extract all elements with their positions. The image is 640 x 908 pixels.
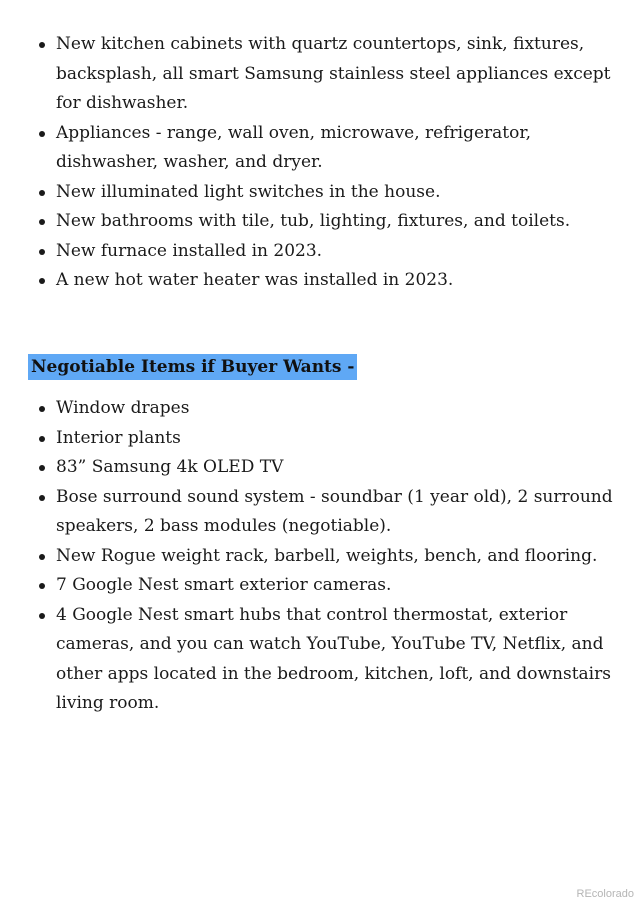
list-item bbox=[30, 178, 620, 208]
list-item-text: 7 Google Nest smart exterior cameras. bbox=[56, 575, 392, 595]
bullet-icon bbox=[39, 278, 45, 284]
list-item-text: New bathrooms with tile, tub, lighting, fixtures, and toilets. bbox=[56, 211, 571, 231]
list-item bbox=[30, 237, 620, 267]
list-item-text: Appliances - range, wall oven, microwave, refrigerator, dishwasher, washer, and dryer. bbox=[56, 122, 532, 172]
bullet-icon bbox=[39, 249, 45, 255]
list-item-text: New Rogue weight rack, barbell, weights, bench, and flooring. bbox=[56, 545, 598, 566]
watermark-label: REcolorado bbox=[576, 888, 634, 900]
bullet-icon bbox=[39, 495, 45, 501]
list-item-text: A new hot water heater was installed in 2023. bbox=[56, 270, 454, 290]
bullet-icon bbox=[39, 583, 45, 589]
bullet-icon bbox=[39, 219, 45, 225]
list-item-text: Bose surround sound system - soundbar (1 year old), 2 surround speakers, 2 bass modules (negotiable). bbox=[56, 486, 613, 536]
list-item bbox=[30, 571, 620, 601]
negotiable-list bbox=[30, 394, 620, 719]
list-item bbox=[30, 542, 620, 572]
list-item bbox=[30, 266, 620, 296]
list-item-text: 83” Samsung 4k OLED TV bbox=[56, 457, 284, 477]
bullet-icon bbox=[39, 436, 45, 442]
list-item bbox=[30, 119, 620, 178]
list-item-text: Window drapes bbox=[56, 398, 190, 418]
list-item-text: Interior plants bbox=[56, 427, 181, 448]
bullet-icon bbox=[39, 465, 45, 471]
list-item bbox=[30, 424, 620, 454]
bullet-icon bbox=[39, 131, 45, 137]
list-item-text: New illuminated light switches in the house. bbox=[56, 181, 441, 202]
list-item bbox=[30, 483, 620, 542]
list-item bbox=[30, 453, 620, 483]
list-item bbox=[30, 601, 620, 719]
list-item-text: New furnace installed in 2023. bbox=[56, 240, 323, 261]
list-item-text: New kitchen cabinets with quartz countertops, sink, fixtures, backsplash, all smart Samsung stainless steel appliances except for dishwasher. bbox=[56, 34, 611, 113]
features-list bbox=[30, 30, 620, 296]
bullet-icon bbox=[39, 42, 45, 48]
list-item bbox=[30, 394, 620, 424]
negotiable-heading: Negotiable Items if Buyer Wants - bbox=[28, 354, 357, 380]
list-item bbox=[30, 207, 620, 237]
list-item bbox=[30, 30, 620, 119]
bullet-icon bbox=[39, 554, 45, 560]
bullet-icon bbox=[39, 406, 45, 412]
bullet-icon bbox=[39, 613, 45, 619]
bullet-icon bbox=[39, 190, 45, 196]
list-item-text: 4 Google Nest smart hubs that control thermostat, exterior cameras, and you can watch YouTube, YouTube TV, Netflix, and other apps located in the bedroom, kitchen, loft, and downstairs living room. bbox=[56, 604, 611, 713]
